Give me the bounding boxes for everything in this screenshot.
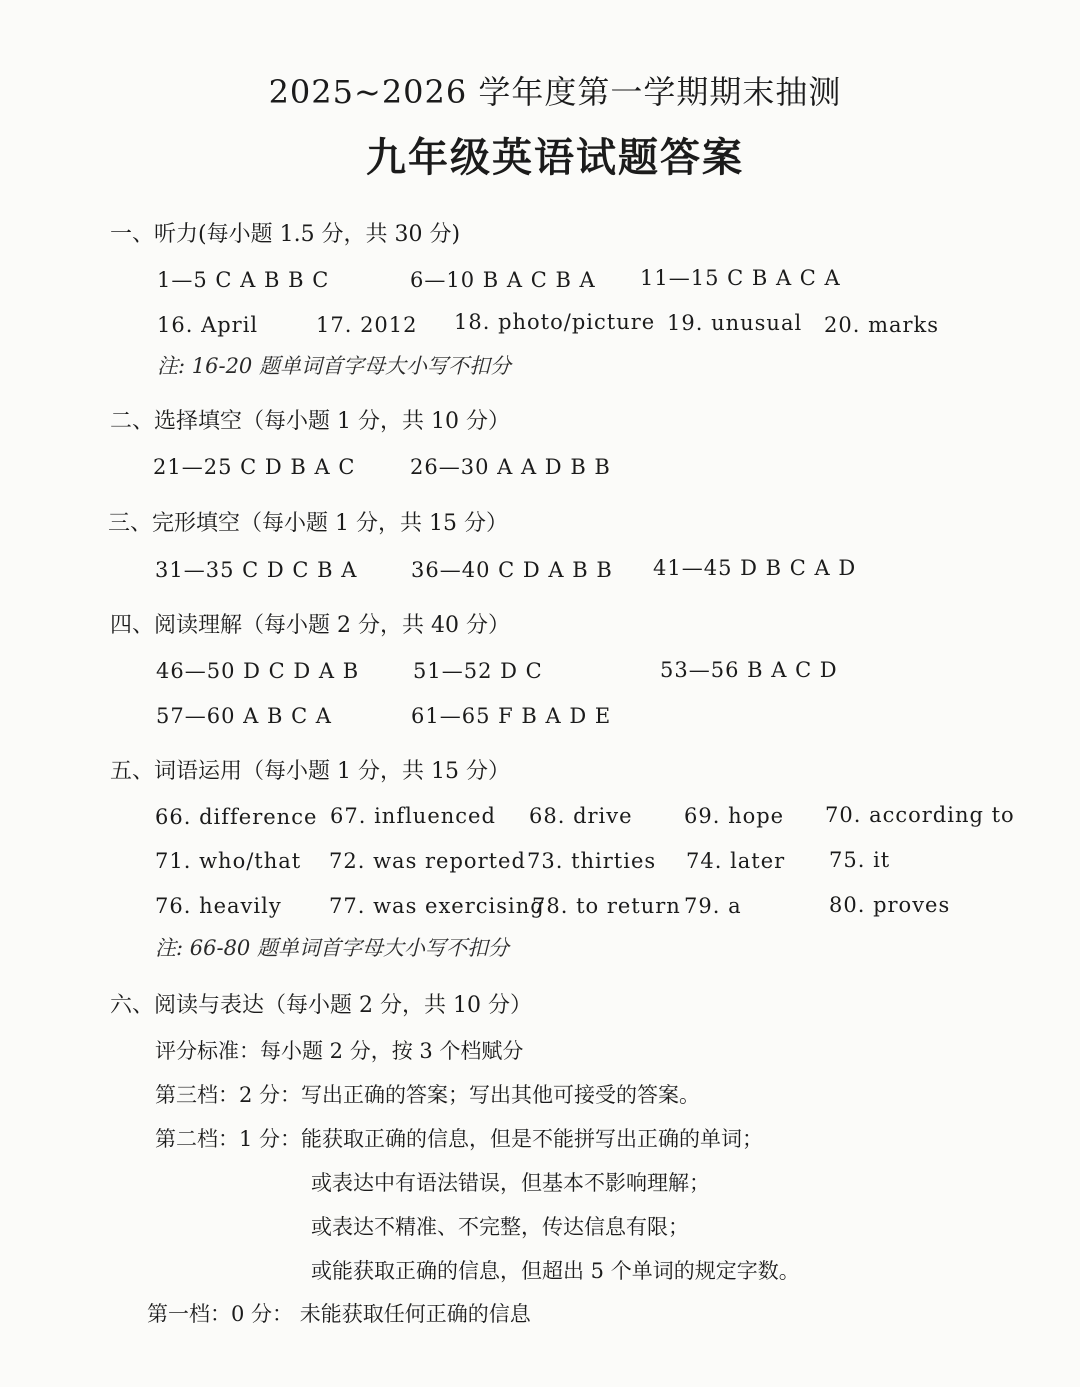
section-1-heading: 一、听力(每小题 1.5 分，共 30 分) [110, 222, 461, 247]
section-6-heading: 六、阅读与表达（每小题 2 分，共 10 分） [110, 993, 532, 1018]
answer-item: 66. difference [155, 805, 318, 829]
answer-item: 69. hope [684, 804, 785, 828]
answer-group: 46—50 D C D A B [156, 659, 360, 683]
section-4-heading: 四、阅读理解（每小题 2 分，共 40 分） [110, 613, 510, 638]
answer-group: 41—45 D B C A D [653, 556, 857, 580]
answer-group: 51—52 D C [413, 659, 543, 683]
answer-item: 19. unusual [667, 311, 803, 335]
tier-2-detail: 或表达中有语法错误，但基本不影响理解； [311, 1171, 710, 1195]
answer-group: 11—15 C B A C A [640, 266, 841, 290]
answer-item: 79. a [684, 894, 742, 918]
answer-item: 74. later [686, 849, 786, 873]
tier-1-rule: 第一档：0 分： 未能获取任何正确的信息 [147, 1302, 531, 1326]
answer-item: 77. was exercising [329, 894, 545, 918]
tier-2-rule: 第二档：1 分：能获取正确的信息，但是不能拼写出正确的单词； [155, 1127, 764, 1151]
tier-2-detail: 或能获取正确的信息，但超出 5 个单词的规定字数。 [311, 1259, 800, 1283]
answer-item: 68. drive [529, 804, 633, 828]
answer-group: 57—60 A B C A [156, 704, 332, 728]
answer-item: 20. marks [824, 313, 940, 337]
answer-group: 26—30 A A D B B [410, 455, 611, 479]
answer-group: 31—35 C D C B A [155, 558, 358, 582]
answer-item: 67. influenced [330, 804, 496, 828]
answer-group: 1—5 C A B B C [157, 268, 330, 292]
section-3-heading: 三、完形填空（每小题 1 分，共 15 分） [108, 511, 508, 536]
answer-group: 36—40 C D A B B [411, 558, 613, 582]
answer-item: 71. who/that [155, 849, 302, 873]
answer-item: 73. thirties [527, 849, 657, 873]
section-5-note: 注: 66-80 题单词首字母大小写不扣分 [155, 936, 509, 960]
answer-item: 18. photo/picture [454, 310, 656, 334]
answer-item: 76. heavily [155, 894, 282, 918]
section-2-heading: 二、选择填空（每小题 1 分，共 10 分） [110, 409, 510, 434]
answer-group: 6—10 B A C B A [410, 268, 596, 292]
answer-item: 80. proves [829, 893, 951, 917]
answer-group: 53—56 B A C D [660, 658, 838, 682]
section-1-note: 注: 16-20 题单词首字母大小写不扣分 [157, 354, 511, 378]
answer-item: 70. according to [825, 803, 1015, 827]
answer-group: 21—25 C D B A C [153, 455, 356, 479]
answer-item: 75. it [829, 848, 891, 872]
answer-item: 16. April [157, 313, 259, 337]
answer-item: 78. to return [532, 894, 681, 918]
tier-3-rule: 第三档：2 分：写出正确的答案；写出其他可接受的答案。 [155, 1083, 701, 1107]
tier-2-detail: 或表达不精准、不完整，传达信息有限； [311, 1215, 689, 1239]
answer-item: 17. 2012 [316, 313, 418, 337]
answer-group: 61—65 F B A D E [411, 704, 612, 728]
answer-item: 72. was reported [329, 849, 526, 873]
section-5-heading: 五、词语运用（每小题 1 分，共 15 分） [110, 759, 510, 784]
scoring-criteria: 评分标准：每小题 2 分，按 3 个档赋分 [155, 1039, 524, 1063]
exam-title: 2025~2026 学年度第一学期期末抽测 [268, 73, 842, 111]
answer-key-title: 九年级英语试题答案 [366, 134, 744, 181]
